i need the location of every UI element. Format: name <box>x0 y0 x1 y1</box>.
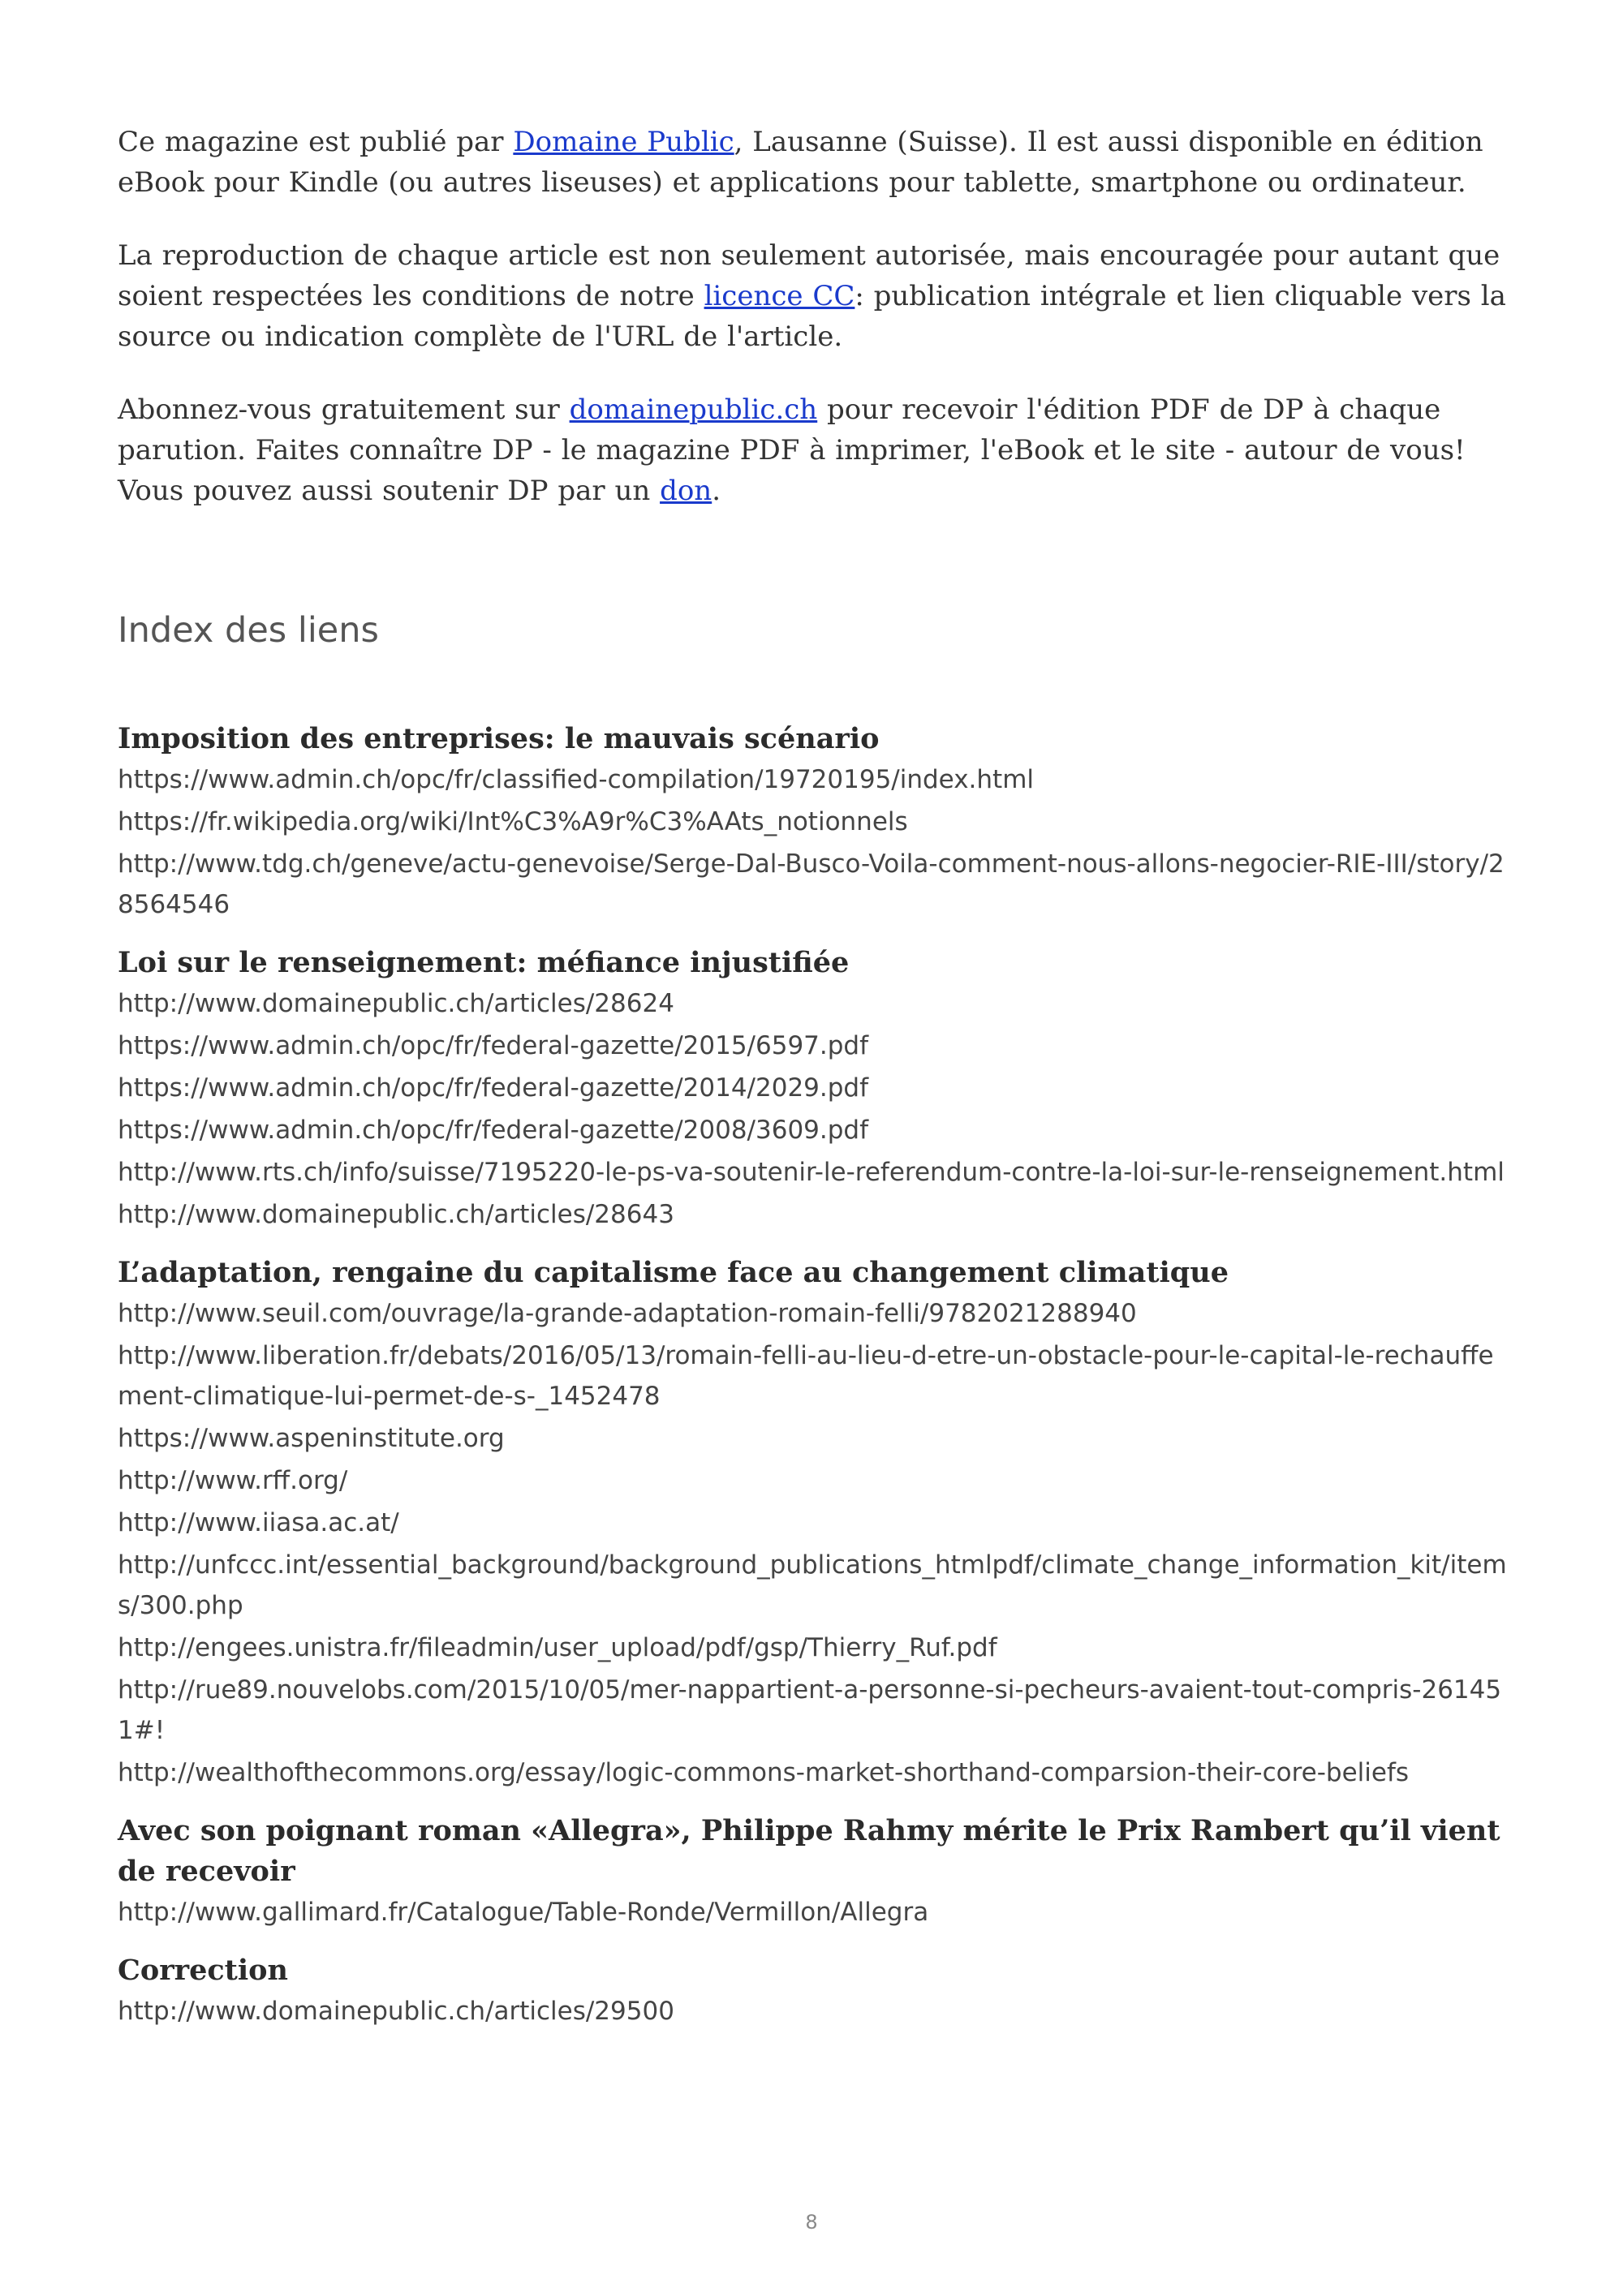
link-url[interactable]: http://www.domainepublic.ch/articles/29500 <box>118 1997 674 2026</box>
link-list <box>118 759 1513 925</box>
link-url[interactable]: http://www.rts.ch/info/suisse/7195220-le-ps-va-soutenir-le-referendum-contre-la-loi-sur-le-renseignement.html <box>118 1158 1505 1187</box>
link-list <box>118 1892 1513 1933</box>
intro-paragraph-subscribe <box>118 389 1513 511</box>
link-url[interactable]: http://www.tdg.ch/geneve/actu-genevoise/Serge-Dal-Busco-Voila-comment-nous-allons-negocier-RIE-III/story/28564546 <box>118 849 1505 919</box>
link-url[interactable]: https://www.admin.ch/opc/fr/federal-gazette/2014/2029.pdf <box>118 1073 869 1103</box>
link-list <box>118 1293 1513 1793</box>
intro-paragraph-publisher <box>118 122 1513 203</box>
link-list <box>118 1991 1513 2032</box>
section-title: Correction <box>118 1954 288 1987</box>
intro-block <box>118 122 1513 511</box>
link-url[interactable]: http://www.rff.org/ <box>118 1466 348 1495</box>
intro-paragraph-license <box>118 235 1513 357</box>
link-url[interactable]: https://www.admin.ch/opc/fr/classified-compilation/19720195/index.html <box>118 765 1035 794</box>
index-section <box>118 1950 1513 2032</box>
section-title: L’adaptation, rengaine du capitalisme face au changement climatique <box>118 1256 1229 1289</box>
link-url[interactable]: http://rue89.nouvelobs.com/2015/10/05/mer-nappartient-a-personne-si-pecheurs-avaient-tout-compris-261451#! <box>118 1675 1502 1745</box>
link-url[interactable]: http://www.liberation.fr/debats/2016/05/13/romain-felli-au-lieu-d-etre-un-obstacle-pour-le-capital-le-rechauffement-climatique-lui-permet-de-s-_1452478 <box>118 1341 1494 1411</box>
link-url[interactable]: https://www.aspeninstitute.org <box>118 1424 505 1453</box>
link-list <box>118 983 1513 1235</box>
domaine-public-link[interactable]: Domaine Public <box>513 126 734 158</box>
link-url[interactable]: https://www.admin.ch/opc/fr/federal-gazette/2015/6597.pdf <box>118 1031 869 1060</box>
intro-text: : publication intégrale et lien cliquable vers la source ou indication complète de l'URL de l'article. <box>118 280 1506 353</box>
index-section <box>118 1253 1513 1793</box>
link-url[interactable]: http://www.domainepublic.ch/articles/28643 <box>118 1200 674 1229</box>
link-url[interactable]: http://engees.unistra.fr/fileadmin/user_upload/pdf/gsp/Thierry_Ruf.pdf <box>118 1633 997 1662</box>
index-section <box>118 719 1513 925</box>
link-url[interactable]: http://www.domainepublic.ch/articles/28624 <box>118 989 674 1018</box>
intro-text: Abonnez-vous gratuitement sur <box>118 393 570 426</box>
link-url[interactable]: http://www.gallimard.fr/Catalogue/Table-Ronde/Vermillon/Allegra <box>118 1898 929 1927</box>
link-url[interactable]: http://unfccc.int/essential_background/background_publications_htmlpdf/climate_change_information_kit/items/300.php <box>118 1550 1507 1620</box>
index-title: Index des liens <box>118 610 379 651</box>
index-section <box>118 943 1513 1235</box>
intro-text: La reproduction de chaque article est non seulement autorisée, mais encouragée pour autant que soient respectées les conditions de notre <box>118 239 1500 312</box>
link-url[interactable]: https://fr.wikipedia.org/wiki/Int%C3%A9r%C3%AAts_notionnels <box>118 807 908 836</box>
domainepublic-link[interactable]: domainepublic.ch <box>569 393 818 426</box>
licence-cc-link[interactable]: licence CC <box>704 280 855 312</box>
link-url[interactable]: http://www.seuil.com/ouvrage/la-grande-adaptation-romain-felli/9782021288940 <box>118 1299 1137 1328</box>
section-title: Imposition des entreprises: le mauvais scénario <box>118 722 880 755</box>
intro-text: Ce magazine est publié par <box>118 126 514 158</box>
intro-text: . <box>712 475 721 507</box>
index-section <box>118 1811 1513 1933</box>
link-url[interactable]: http://wealthofthecommons.org/essay/logic-commons-market-shorthand-comparsion-their-core-beliefs <box>118 1758 1410 1787</box>
link-url[interactable]: http://www.iiasa.ac.at/ <box>118 1508 399 1537</box>
intro-text: pour recevoir l'édition PDF de DP à chaque parution. Faites connaître DP - le magazine PDF à imprimer, l'eBook et le site - autour de vous! Vous pouvez aussi soutenir DP par un <box>118 393 1466 507</box>
link-url[interactable]: https://www.admin.ch/opc/fr/federal-gazette/2008/3609.pdf <box>118 1116 869 1145</box>
section-title: Avec son poignant roman «Allegra», Philippe Rahmy mérite le Prix Rambert qu’il vient de recevoir <box>118 1814 1500 1888</box>
link-index <box>118 719 1513 2032</box>
don-link[interactable]: don <box>660 475 712 507</box>
section-title: Loi sur le renseignement: méfiance injustifiée <box>118 946 850 979</box>
document-page <box>118 122 1513 2049</box>
page-number: 8 <box>805 2211 818 2234</box>
intro-text: , Lausanne (Suisse). Il est aussi disponible en édition eBook pour Kindle (ou autres liseuses) et applications pour tablette, smartphone ou ordinateur. <box>118 126 1483 199</box>
